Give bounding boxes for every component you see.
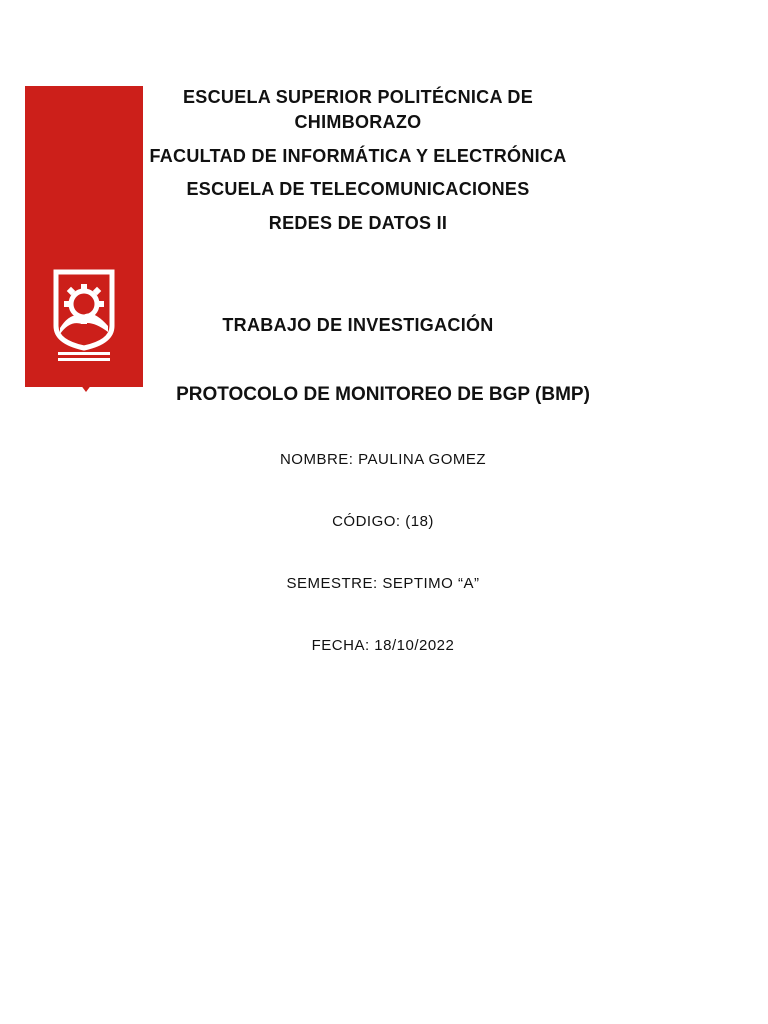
semester: SEMESTRE: SEPTIMO “A” — [286, 575, 480, 592]
school-name-line1: ESCUELA SUPERIOR POLITÉCNICA DE — [183, 87, 533, 107]
university-emblem-icon — [48, 268, 120, 366]
date: FECHA: 18/10/2022 — [311, 637, 455, 654]
student-code: CÓDIGO: (18) — [332, 513, 434, 530]
banner-notch — [80, 384, 92, 392]
faculty-name: FACULTAD DE INFORMÁTICA Y ELECTRÓNICA — [149, 146, 567, 166]
school-name-line2: CHIMBORAZO — [294, 112, 422, 132]
course-name: REDES DE DATOS II — [268, 213, 448, 233]
student-name: NOMBRE: PAULINA GOMEZ — [279, 451, 487, 468]
document-type: TRABAJO DE INVESTIGACIÓN — [222, 315, 494, 335]
department-name: ESCUELA DE TELECOMUNICACIONES — [186, 179, 530, 199]
document-title: PROTOCOLO DE MONITOREO DE BGP (BMP) — [176, 384, 590, 405]
